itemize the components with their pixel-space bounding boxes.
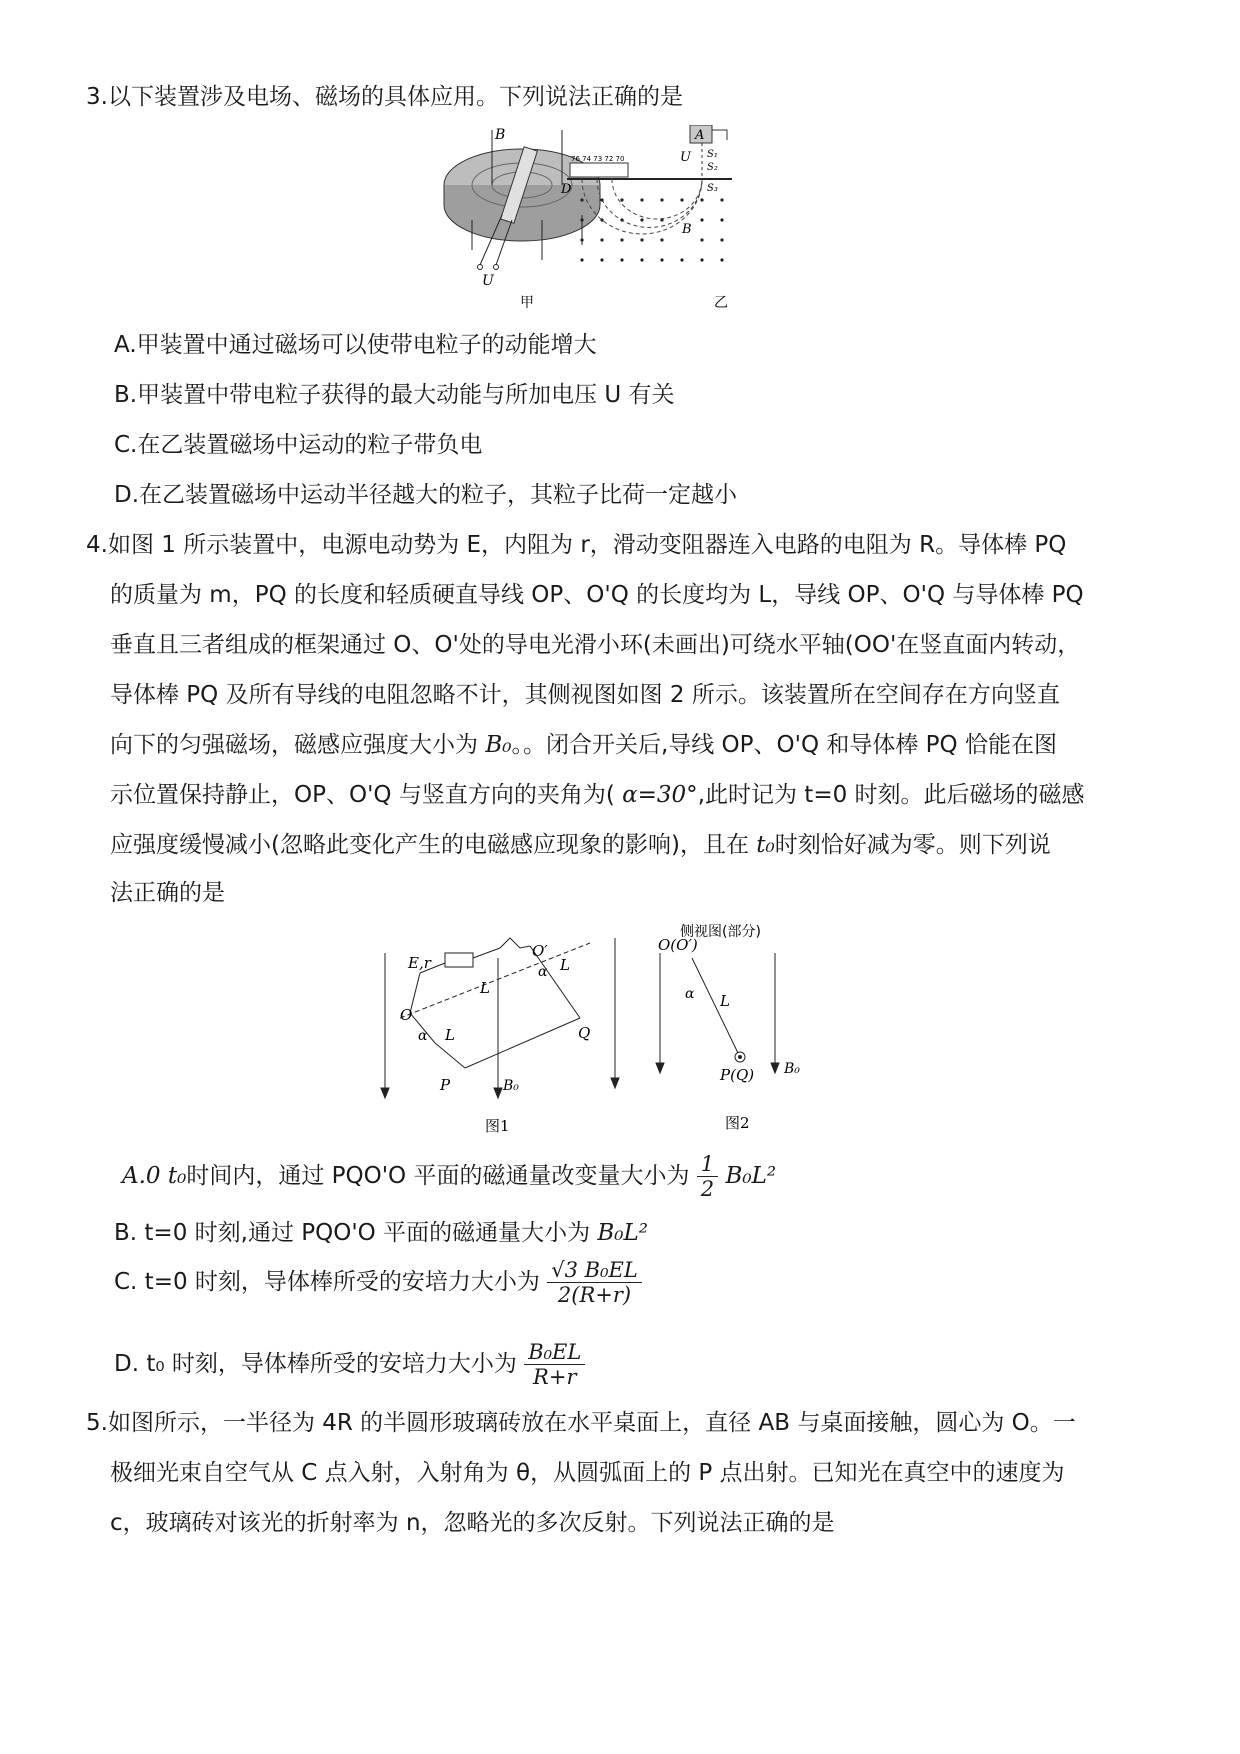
q4-line-7: 应强度缓慢减小(忽略此变化产生的电磁感应现象的影响)，且在 t₀时刻恰好减为零。则下列说: [110, 832, 1051, 858]
q4-line-4: 导体棒 PQ 及所有导线的电阻忽略不计，其侧视图如图 2 所示。该装置所在空间存在方向竖直: [110, 682, 1060, 708]
svg-text:图2: 图2: [725, 1114, 750, 1132]
svg-text:O′: O′: [532, 942, 548, 960]
q4-option-c: C. t=0 时刻，导体棒所受的安培力大小为 $\frac{\text{√3 B₀EL}}{2(R+r)}$: [114, 1254, 642, 1310]
svg-text:B₀: B₀: [503, 1078, 519, 1094]
svg-text:A: A: [695, 128, 705, 143]
svg-text:侧视图(部分): 侧视图(部分): [680, 924, 761, 940]
svg-text:S₂: S₂: [707, 162, 718, 173]
svg-text:B: B: [495, 127, 506, 143]
svg-text:L: L: [560, 956, 570, 974]
figure-2-side-view: [656, 953, 779, 1073]
svg-text:O: O: [400, 1006, 413, 1024]
svg-text:图1: 图1: [485, 1117, 510, 1135]
q4-line-3: 垂直且三者组成的框架通过 O、O'处的导电光滑小环(未画出)可绕水平轴(OO'在竖直面内转动，: [110, 632, 1081, 658]
svg-text:S₃: S₃: [707, 183, 718, 194]
svg-text:L: L: [720, 992, 730, 1010]
svg-text:L: L: [445, 1026, 455, 1044]
q3-figure: [432, 125, 812, 310]
svg-text:α: α: [685, 986, 695, 1002]
q4-option-d: D. t₀ 时刻，导体棒所受的安培力大小为 $\frac{\text{B₀EL}}{R+r}$: [114, 1336, 585, 1392]
q4-figures: [380, 918, 860, 1138]
q4-option-a: A.0 t₀时间内，通过 PQO'O 平面的磁通量改变量大小为 $\frac{1}{2}$ B₀L²: [122, 1152, 777, 1201]
fig-caption-yi: 乙: [714, 295, 728, 310]
svg-text:D: D: [561, 182, 572, 197]
q4-line-6: 示位置保持静止，OP、O'Q 与竖直方向的夹角为( α=30°,此时记为 t=0 时刻。此后磁场的磁感: [110, 782, 1085, 808]
cyclotron-diagram: [444, 127, 600, 289]
svg-text:U: U: [482, 273, 494, 289]
q4-line-5: 向下的匀强磁场，磁感应强度大小为 B₀。。闭合开关后,导线 OP、O'Q 和导体棒 PQ 恰能在图: [110, 732, 1057, 758]
q3-option-a: A.甲装置中通过磁场可以使带电粒子的动能增大: [114, 332, 597, 358]
svg-text:Q: Q: [578, 1024, 591, 1042]
q5-line-3: c，玻璃砖对该光的折射率为 n，忽略光的多次反射。下列说法正确的是: [110, 1510, 835, 1536]
q3-option-b: B.甲装置中带电粒子获得的最大动能与所加电压 U 有关: [114, 382, 675, 408]
svg-text:P: P: [440, 1076, 451, 1094]
svg-text:B: B: [682, 222, 692, 237]
svg-text:B₀: B₀: [784, 1061, 800, 1077]
fig-caption-jia: 甲: [520, 295, 534, 310]
svg-text:76 74 73 72 70: 76 74 73 72 70: [571, 155, 625, 163]
q3-option-c: C.在乙装置磁场中运动的粒子带负电: [114, 432, 483, 458]
q4-line-1: 4.如图 1 所示装置中，电源电动势为 E，内阻为 r，滑动变阻器连入电路的电阻为 R。导体棒 PQ: [86, 532, 1067, 558]
svg-text:α: α: [418, 1028, 428, 1044]
q3-stem: 3.以下装置涉及电场、磁场的具体应用。下列说法正确的是: [86, 84, 683, 110]
svg-text:P(Q): P(Q): [720, 1066, 755, 1084]
svg-text:α: α: [538, 964, 548, 980]
q4-line-8: 法正确的是: [110, 880, 225, 906]
svg-text:E,r: E,r: [408, 954, 431, 972]
q4-line-2: 的质量为 m，PQ 的长度和轻质硬直导线 OP、O'Q 的长度均为 L，导线 OP、O'Q 与导体棒 PQ: [110, 582, 1084, 608]
q3-option-d: D.在乙装置磁场中运动半径越大的粒子，其粒子比荷一定越小: [114, 482, 738, 508]
svg-text:O(O′): O(O′): [658, 936, 698, 954]
svg-text:L: L: [480, 979, 490, 997]
svg-text:U: U: [680, 150, 691, 165]
q5-line-2: 极细光束自空气从 C 点入射，入射角为 θ，从圆弧面上的 P 点出射。已知光在真空中的速度为: [110, 1460, 1065, 1486]
q4-option-b: B. t=0 时刻,通过 PQO'O 平面的磁通量大小为 B₀L²: [114, 1220, 649, 1246]
svg-text:S₁: S₁: [707, 149, 718, 160]
q5-line-1: 5.如图所示，一半径为 4R 的半圆形玻璃砖放在水平桌面上，直径 AB 与桌面接触，圆心为 O。一: [86, 1410, 1076, 1436]
